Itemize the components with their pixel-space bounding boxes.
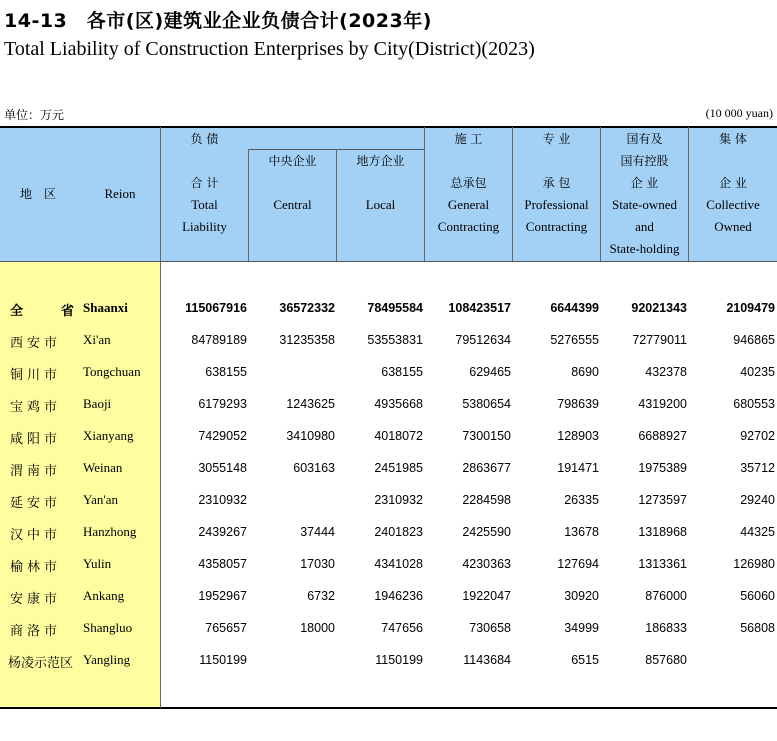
header-region-cn: 地 区 [19, 187, 56, 201]
cell-local: 747656 [381, 621, 423, 635]
cell-local: 53553831 [367, 333, 423, 347]
row-region-cn: 渭南市 [10, 464, 62, 479]
cell-general: 7300150 [462, 429, 511, 443]
row-region-cn: 榆林市 [10, 560, 62, 575]
cell-general: 730658 [469, 621, 511, 635]
row-region-cn: 全 省 [10, 304, 79, 319]
cell-central: 603163 [293, 461, 335, 475]
cell-total: 1150199 [199, 653, 247, 667]
cell-total: 115067916 [185, 301, 247, 315]
header-state-owned: 国有及 国有控股 企 业 State-owned and State-holding [609, 132, 680, 256]
row-region-cn: 宝鸡市 [10, 400, 62, 415]
cell-local: 4018072 [374, 429, 423, 443]
cell-professional: 191471 [557, 461, 599, 475]
cell-general: 1143684 [463, 653, 511, 667]
cell-local: 4935668 [374, 397, 423, 411]
row-region-en: Yangling [83, 652, 131, 667]
cell-local: 2451985 [374, 461, 423, 475]
cell-local: 2310932 [374, 493, 423, 507]
cell-professional: 127694 [557, 557, 599, 571]
cell-local: 78495584 [367, 301, 423, 315]
cell-state: 876000 [645, 589, 687, 603]
cell-collective: 44325 [740, 525, 775, 539]
cell-central: 37444 [300, 525, 335, 539]
row-region-cn: 汉中市 [10, 528, 62, 543]
cell-general: 108423517 [448, 301, 511, 315]
cell-general: 4230363 [462, 557, 511, 571]
header-professional-contracting: 专 业 承 包 Professional Contracting [524, 132, 589, 234]
cell-general: 79512634 [455, 333, 511, 347]
cell-professional: 798639 [557, 397, 599, 411]
cell-total: 2310932 [198, 493, 247, 507]
cell-total: 765657 [205, 621, 247, 635]
row-region-en: Tongchuan [83, 364, 141, 379]
cell-professional: 26335 [564, 493, 599, 507]
unit-label-en: (10 000 yuan) [705, 106, 773, 120]
cell-general: 629465 [469, 365, 511, 379]
row-region-cn: 西安市 [10, 336, 62, 351]
cell-professional: 6644399 [550, 301, 599, 315]
row-region-en: Xi'an [83, 332, 111, 347]
cell-central: 6732 [307, 589, 335, 603]
header-total: 合 计 Total Liability [182, 176, 227, 234]
row-region-en: Yan'an [83, 492, 118, 507]
header-rule [0, 261, 777, 262]
cell-collective: 680553 [733, 397, 775, 411]
cell-local: 4341028 [374, 557, 423, 571]
header-local: 地方企业 Local [356, 154, 405, 212]
cell-total: 1952967 [198, 589, 247, 603]
region-column-background [0, 261, 160, 708]
cell-total: 4358057 [198, 557, 247, 571]
cell-total: 84789189 [191, 333, 247, 347]
cell-state: 1318968 [638, 525, 687, 539]
cell-collective: 35712 [740, 461, 775, 475]
header-general-contracting: 施 工 总承包 General Contracting [437, 132, 500, 234]
header-central: 中央企业 Central [268, 154, 317, 212]
cell-professional: 6515 [571, 653, 599, 667]
row-region-cn: 安康市 [10, 592, 62, 607]
cell-central: 36572332 [279, 301, 335, 315]
cell-collective: 40235 [740, 365, 775, 379]
row-region-cn: 商洛市 [10, 624, 62, 639]
cell-general: 1922047 [462, 589, 511, 603]
cell-professional: 34999 [564, 621, 599, 635]
cell-professional: 30920 [564, 589, 599, 603]
cell-state: 857680 [645, 653, 687, 667]
unit-label-cn: 单位：万元 [4, 108, 65, 122]
cell-state: 432378 [645, 365, 687, 379]
cell-total: 2439267 [198, 525, 247, 539]
cell-collective: 56060 [740, 589, 775, 603]
row-region-en: Baoji [83, 396, 112, 411]
cell-total: 638155 [205, 365, 247, 379]
row-region-en: Xianyang [83, 428, 134, 443]
cell-central: 3410980 [286, 429, 335, 443]
cell-collective: 946865 [733, 333, 775, 347]
cell-state: 1273597 [638, 493, 687, 507]
row-region-en: Ankang [83, 588, 125, 603]
row-region-en: Yulin [83, 556, 112, 571]
cell-total: 6179293 [198, 397, 247, 411]
row-region-en: Weinan [83, 460, 123, 475]
cell-state: 1313361 [638, 557, 687, 571]
cell-collective: 56808 [740, 621, 775, 635]
cell-local: 1946236 [374, 589, 423, 603]
header-collective: 集 体 企 业 Collective Owned [706, 132, 760, 234]
row-region-en: Shangluo [83, 620, 133, 635]
cell-collective: 2109479 [726, 301, 775, 315]
cell-central: 1243625 [286, 397, 335, 411]
cell-general: 2284598 [462, 493, 511, 507]
header-region-en: Reion [104, 186, 136, 201]
cell-total: 7429052 [198, 429, 247, 443]
row-region-cn: 延安市 [10, 496, 62, 511]
cell-professional: 5276555 [550, 333, 599, 347]
cell-central: 18000 [300, 621, 335, 635]
cell-collective: 29240 [740, 493, 775, 507]
cell-collective: 126980 [733, 557, 775, 571]
cell-state: 72779011 [632, 333, 687, 347]
cell-local: 638155 [381, 365, 423, 379]
row-region-en: Shaanxi [83, 300, 128, 315]
bottom-rule [0, 707, 777, 709]
table-title-en: Total Liability of Construction Enterprises by City(District)(2023) [4, 38, 535, 60]
cell-total: 3055148 [198, 461, 247, 475]
header-liability-group: 负 债 [190, 132, 219, 146]
cell-general: 2425590 [462, 525, 511, 539]
cell-professional: 8690 [571, 365, 599, 379]
row-region-en: Hanzhong [83, 524, 137, 539]
cell-state: 186833 [645, 621, 687, 635]
cell-state: 6688927 [638, 429, 687, 443]
row-region-cn: 咸阳市 [10, 432, 62, 447]
cell-state: 92021343 [631, 301, 687, 315]
cell-general: 2863677 [462, 461, 511, 475]
cell-central: 31235358 [279, 333, 335, 347]
cell-professional: 13678 [564, 525, 599, 539]
cell-general: 5380654 [462, 397, 511, 411]
table-title-cn: 14-13 各市(区)建筑业企业负债合计(2023年) [4, 10, 432, 32]
cell-central: 17030 [300, 557, 335, 571]
cell-professional: 128903 [557, 429, 599, 443]
cell-state: 1975389 [638, 461, 687, 475]
row-region-cn: 杨凌示范区 [8, 656, 74, 671]
cell-local: 1150199 [375, 653, 423, 667]
cell-state: 4319200 [638, 397, 687, 411]
cell-collective: 92702 [740, 429, 775, 443]
cell-local: 2401823 [374, 525, 423, 539]
row-region-cn: 铜川市 [10, 368, 62, 383]
